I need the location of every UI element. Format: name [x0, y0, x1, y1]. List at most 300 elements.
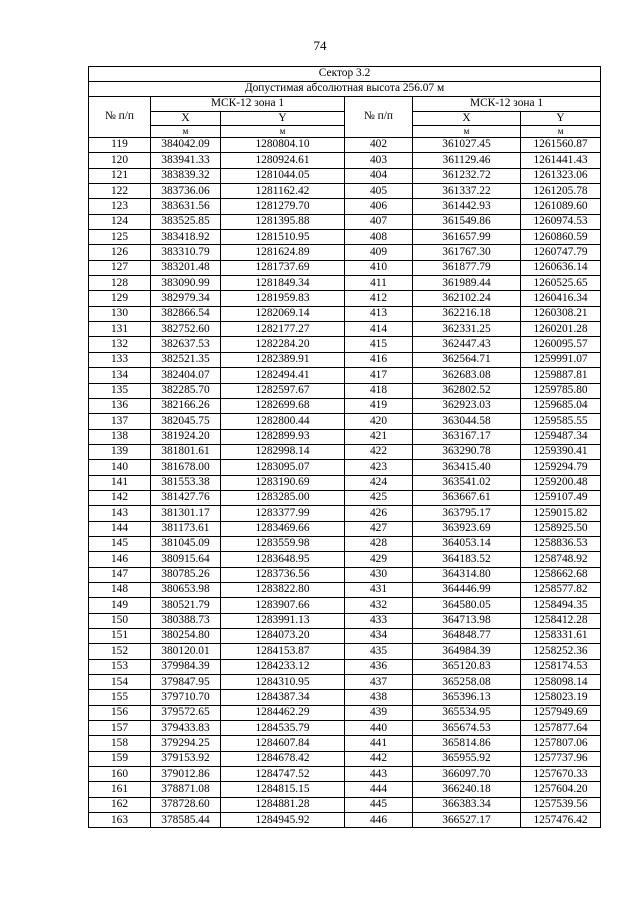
point-number-right: 405 — [345, 184, 413, 199]
y-value-right: 1259015.82 — [521, 506, 601, 521]
y-value-left: 1281162.42 — [221, 184, 345, 199]
unit-y-right: м — [521, 126, 601, 138]
y-value-left: 1282177.27 — [221, 322, 345, 337]
table-row — [89, 598, 601, 613]
point-number-left: 163 — [89, 813, 151, 828]
y-value-right: 1258836.53 — [521, 536, 601, 551]
x-value-right: 365534.95 — [413, 705, 521, 720]
x-value-right: 364580.05 — [413, 598, 521, 613]
x-value-right: 362683.08 — [413, 368, 521, 383]
table-row — [89, 352, 601, 367]
point-number-right: 444 — [345, 782, 413, 797]
y-value-right: 1260974.53 — [521, 214, 601, 229]
point-number-left: 119 — [89, 138, 151, 153]
y-value-right: 1258925.50 — [521, 521, 601, 536]
table-row — [89, 138, 601, 153]
x-value-left: 381045.09 — [151, 536, 221, 551]
point-number-right: 437 — [345, 675, 413, 690]
y-value-left: 1284815.15 — [221, 782, 345, 797]
x-value-left: 383418.92 — [151, 230, 221, 245]
y-value-right: 1257539.56 — [521, 797, 601, 812]
point-number-right: 403 — [345, 153, 413, 168]
point-number-left: 145 — [89, 536, 151, 551]
x-value-left: 378871.08 — [151, 782, 221, 797]
point-number-right: 424 — [345, 475, 413, 490]
y-value-right: 1261323.06 — [521, 168, 601, 183]
table-row — [89, 552, 601, 567]
point-number-left: 146 — [89, 552, 151, 567]
point-number-right: 431 — [345, 582, 413, 597]
point-number-right: 445 — [345, 797, 413, 812]
point-number-left: 147 — [89, 567, 151, 582]
y-value-left: 1282800.44 — [221, 414, 345, 429]
x-value-left: 382979.34 — [151, 291, 221, 306]
y-value-left: 1284945.92 — [221, 813, 345, 828]
table-row — [89, 629, 601, 644]
x-value-right: 362564.71 — [413, 352, 521, 367]
y-value-right: 1260416.34 — [521, 291, 601, 306]
x-value-left: 382752.60 — [151, 322, 221, 337]
x-value-right: 361657.99 — [413, 230, 521, 245]
point-number-right: 415 — [345, 337, 413, 352]
y-value-right: 1261205.78 — [521, 184, 601, 199]
point-number-right: 414 — [345, 322, 413, 337]
y-value-left: 1283190.69 — [221, 475, 345, 490]
x-value-left: 380785.26 — [151, 567, 221, 582]
table-row — [89, 782, 601, 797]
table-row — [89, 536, 601, 551]
y-value-right: 1257670.33 — [521, 767, 601, 782]
x-value-right: 361027.45 — [413, 138, 521, 153]
unit-x-right: м — [413, 126, 521, 138]
x-value-right: 365120.83 — [413, 659, 521, 674]
point-number-left: 132 — [89, 337, 151, 352]
y-value-left: 1284073.20 — [221, 629, 345, 644]
point-number-right: 425 — [345, 490, 413, 505]
point-number-left: 134 — [89, 368, 151, 383]
table-row — [89, 521, 601, 536]
y-value-right: 1259390.41 — [521, 444, 601, 459]
point-number-right: 402 — [345, 138, 413, 153]
table-row — [89, 721, 601, 736]
y-value-left: 1283648.95 — [221, 552, 345, 567]
page-number: 74 — [313, 38, 327, 53]
point-number-left: 138 — [89, 429, 151, 444]
x-header-right: X — [413, 112, 521, 126]
x-value-right: 364984.39 — [413, 644, 521, 659]
table-row — [89, 751, 601, 766]
x-value-left: 379984.39 — [151, 659, 221, 674]
y-value-right: 1259685.04 — [521, 398, 601, 413]
table-row — [89, 460, 601, 475]
point-number-right: 420 — [345, 414, 413, 429]
x-value-left: 382521.35 — [151, 352, 221, 367]
table-row — [89, 582, 601, 597]
y-value-left: 1284678.42 — [221, 751, 345, 766]
y-value-left: 1284535.79 — [221, 721, 345, 736]
x-value-right: 365674.53 — [413, 721, 521, 736]
y-value-left: 1284462.29 — [221, 705, 345, 720]
table-row — [89, 613, 601, 628]
table-row — [89, 337, 601, 352]
y-value-left: 1282699.68 — [221, 398, 345, 413]
y-value-right: 1260201.28 — [521, 322, 601, 337]
y-header-right: Y — [521, 112, 601, 126]
table-row — [89, 506, 601, 521]
y-value-right: 1261089.60 — [521, 199, 601, 214]
point-number-left: 154 — [89, 675, 151, 690]
point-number-left: 141 — [89, 475, 151, 490]
x-value-right: 366527.17 — [413, 813, 521, 828]
point-number-right: 438 — [345, 690, 413, 705]
x-value-left: 381553.38 — [151, 475, 221, 490]
x-value-left: 382166.26 — [151, 398, 221, 413]
point-number-right: 427 — [345, 521, 413, 536]
point-number-left: 125 — [89, 230, 151, 245]
x-value-right: 364183.52 — [413, 552, 521, 567]
point-number-right: 412 — [345, 291, 413, 306]
point-number-right: 432 — [345, 598, 413, 613]
point-number-right: 436 — [345, 659, 413, 674]
x-value-left: 380254.80 — [151, 629, 221, 644]
table-row — [89, 644, 601, 659]
y-value-left: 1282899.93 — [221, 429, 345, 444]
point-number-left: 159 — [89, 751, 151, 766]
point-number-right: 433 — [345, 613, 413, 628]
x-value-left: 382866.54 — [151, 306, 221, 321]
y-value-right: 1257476.42 — [521, 813, 601, 828]
y-value-left: 1282069.14 — [221, 306, 345, 321]
y-value-left: 1283907.66 — [221, 598, 345, 613]
point-number-right: 408 — [345, 230, 413, 245]
x-value-right: 365814.86 — [413, 736, 521, 751]
num-header-right: № п/п — [345, 97, 413, 138]
y-value-left: 1283095.07 — [221, 460, 345, 475]
table-row — [89, 245, 601, 260]
table-row — [89, 414, 601, 429]
x-value-right: 366240.18 — [413, 782, 521, 797]
point-number-right: 440 — [345, 721, 413, 736]
x-value-right: 361129.46 — [413, 153, 521, 168]
x-value-right: 363541.02 — [413, 475, 521, 490]
y-value-left: 1281849.34 — [221, 276, 345, 291]
y-value-right: 1260525.65 — [521, 276, 601, 291]
point-number-right: 443 — [345, 767, 413, 782]
y-value-right: 1257737.96 — [521, 751, 601, 766]
point-number-left: 142 — [89, 490, 151, 505]
x-value-right: 362447.43 — [413, 337, 521, 352]
table-row — [89, 184, 601, 199]
point-number-left: 122 — [89, 184, 151, 199]
x-value-right: 364713.98 — [413, 613, 521, 628]
y-value-right: 1257877.64 — [521, 721, 601, 736]
x-value-right: 364446.99 — [413, 582, 521, 597]
y-value-left: 1284387.34 — [221, 690, 345, 705]
point-number-right: 429 — [345, 552, 413, 567]
point-number-left: 151 — [89, 629, 151, 644]
x-value-left: 383525.85 — [151, 214, 221, 229]
x-value-left: 383631.56 — [151, 199, 221, 214]
y-value-right: 1257949.69 — [521, 705, 601, 720]
point-number-left: 136 — [89, 398, 151, 413]
point-number-left: 149 — [89, 598, 151, 613]
point-number-left: 155 — [89, 690, 151, 705]
x-value-left: 382285.70 — [151, 383, 221, 398]
x-value-right: 361989.44 — [413, 276, 521, 291]
x-value-right: 363795.17 — [413, 506, 521, 521]
x-value-right: 361337.22 — [413, 184, 521, 199]
table-row — [89, 767, 601, 782]
y-value-left: 1283559.98 — [221, 536, 345, 551]
table-row — [89, 690, 601, 705]
y-value-left: 1282494.41 — [221, 368, 345, 383]
y-value-right: 1260860.59 — [521, 230, 601, 245]
y-value-left: 1281959.83 — [221, 291, 345, 306]
y-value-right: 1258098.14 — [521, 675, 601, 690]
x-value-left: 378728.60 — [151, 797, 221, 812]
x-value-left: 379294.25 — [151, 736, 221, 751]
y-value-right: 1258748.92 — [521, 552, 601, 567]
y-value-right: 1259785.80 — [521, 383, 601, 398]
y-value-right: 1258412.28 — [521, 613, 601, 628]
y-value-right: 1257604.20 — [521, 782, 601, 797]
x-value-right: 361442.93 — [413, 199, 521, 214]
point-number-left: 148 — [89, 582, 151, 597]
x-value-right: 362216.18 — [413, 306, 521, 321]
x-value-left: 380653.98 — [151, 582, 221, 597]
point-number-left: 160 — [89, 767, 151, 782]
x-value-right: 361877.79 — [413, 260, 521, 275]
table-row — [89, 168, 601, 183]
point-number-right: 446 — [345, 813, 413, 828]
y-value-left: 1284233.12 — [221, 659, 345, 674]
table-row — [89, 322, 601, 337]
point-number-left: 158 — [89, 736, 151, 751]
point-number-left: 153 — [89, 659, 151, 674]
table-row — [89, 429, 601, 444]
point-number-right: 411 — [345, 276, 413, 291]
y-value-right: 1259887.81 — [521, 368, 601, 383]
x-value-left: 381301.17 — [151, 506, 221, 521]
x-value-right: 363415.40 — [413, 460, 521, 475]
x-value-left: 379153.92 — [151, 751, 221, 766]
point-number-left: 143 — [89, 506, 151, 521]
x-value-left: 382404.07 — [151, 368, 221, 383]
table-row — [89, 444, 601, 459]
table-row — [89, 398, 601, 413]
point-number-right: 418 — [345, 383, 413, 398]
x-value-right: 365955.92 — [413, 751, 521, 766]
x-value-left: 381173.61 — [151, 521, 221, 536]
x-value-right: 366097.70 — [413, 767, 521, 782]
point-number-right: 410 — [345, 260, 413, 275]
y-value-right: 1261560.87 — [521, 138, 601, 153]
x-value-right: 364848.77 — [413, 629, 521, 644]
table-row — [89, 306, 601, 321]
y-value-left: 1280804.10 — [221, 138, 345, 153]
y-value-left: 1283822.80 — [221, 582, 345, 597]
x-value-right: 363044.58 — [413, 414, 521, 429]
y-value-right: 1259294.79 — [521, 460, 601, 475]
x-value-left: 381801.61 — [151, 444, 221, 459]
x-value-right: 366383.34 — [413, 797, 521, 812]
x-value-right: 364053.14 — [413, 536, 521, 551]
point-number-left: 152 — [89, 644, 151, 659]
point-number-right: 407 — [345, 214, 413, 229]
y-value-left: 1282284.20 — [221, 337, 345, 352]
x-value-left: 383201.48 — [151, 260, 221, 275]
x-value-left: 381678.00 — [151, 460, 221, 475]
x-value-right: 365258.08 — [413, 675, 521, 690]
point-number-left: 130 — [89, 306, 151, 321]
x-value-left: 382045.75 — [151, 414, 221, 429]
point-number-left: 131 — [89, 322, 151, 337]
table-row — [89, 567, 601, 582]
x-value-right: 364314.80 — [413, 567, 521, 582]
x-header-left: X — [151, 112, 221, 126]
x-value-left: 383736.06 — [151, 184, 221, 199]
table-row — [89, 368, 601, 383]
y-value-left: 1283991.13 — [221, 613, 345, 628]
coordinates-table — [88, 66, 601, 828]
x-value-right: 361232.72 — [413, 168, 521, 183]
x-value-left: 379710.70 — [151, 690, 221, 705]
point-number-left: 139 — [89, 444, 151, 459]
y-value-right: 1260095.57 — [521, 337, 601, 352]
y-value-left: 1282389.91 — [221, 352, 345, 367]
y-value-left: 1281044.05 — [221, 168, 345, 183]
table-row — [89, 736, 601, 751]
table-row — [89, 705, 601, 720]
x-value-left: 383310.79 — [151, 245, 221, 260]
x-value-left: 379433.83 — [151, 721, 221, 736]
x-value-left: 380521.79 — [151, 598, 221, 613]
y-header-left: Y — [221, 112, 345, 126]
point-number-right: 442 — [345, 751, 413, 766]
y-value-left: 1282998.14 — [221, 444, 345, 459]
unit-x-left: м — [151, 126, 221, 138]
point-number-right: 426 — [345, 506, 413, 521]
x-value-right: 363167.17 — [413, 429, 521, 444]
y-value-right: 1259991.07 — [521, 352, 601, 367]
table-row — [89, 659, 601, 674]
x-value-left: 381924.20 — [151, 429, 221, 444]
y-value-left: 1283377.99 — [221, 506, 345, 521]
point-number-left: 126 — [89, 245, 151, 260]
table-row — [89, 260, 601, 275]
table-row — [89, 230, 601, 245]
point-number-right: 428 — [345, 536, 413, 551]
x-value-right: 362102.24 — [413, 291, 521, 306]
y-value-left: 1283285.00 — [221, 490, 345, 505]
y-value-right: 1261441.43 — [521, 153, 601, 168]
y-value-left: 1281624.89 — [221, 245, 345, 260]
x-value-right: 362802.52 — [413, 383, 521, 398]
x-value-left: 384042.09 — [151, 138, 221, 153]
x-value-right: 363290.78 — [413, 444, 521, 459]
x-value-left: 381427.76 — [151, 490, 221, 505]
point-number-left: 156 — [89, 705, 151, 720]
unit-y-left: м — [221, 126, 345, 138]
y-value-left: 1283736.56 — [221, 567, 345, 582]
point-number-right: 423 — [345, 460, 413, 475]
point-number-right: 409 — [345, 245, 413, 260]
point-number-left: 120 — [89, 153, 151, 168]
y-value-right: 1257807.06 — [521, 736, 601, 751]
point-number-left: 129 — [89, 291, 151, 306]
point-number-right: 413 — [345, 306, 413, 321]
y-value-left: 1283469.66 — [221, 521, 345, 536]
x-value-right: 363667.61 — [413, 490, 521, 505]
y-value-left: 1282597.67 — [221, 383, 345, 398]
x-value-right: 361549.86 — [413, 214, 521, 229]
num-header-left: № п/п — [89, 97, 151, 138]
x-value-left: 380388.73 — [151, 613, 221, 628]
point-number-left: 150 — [89, 613, 151, 628]
y-value-right: 1258662.68 — [521, 567, 601, 582]
x-value-left: 378585.44 — [151, 813, 221, 828]
y-value-right: 1258174.53 — [521, 659, 601, 674]
table-row — [89, 383, 601, 398]
x-value-left: 379847.95 — [151, 675, 221, 690]
x-value-left: 383090.99 — [151, 276, 221, 291]
point-number-right: 406 — [345, 199, 413, 214]
point-number-left: 127 — [89, 260, 151, 275]
x-value-right: 361767.30 — [413, 245, 521, 260]
point-number-left: 162 — [89, 797, 151, 812]
y-value-right: 1258577.82 — [521, 582, 601, 597]
point-number-right: 439 — [345, 705, 413, 720]
y-value-right: 1258023.19 — [521, 690, 601, 705]
point-number-left: 140 — [89, 460, 151, 475]
altitude-note: Допустимая абсолютная высота 256.07 м — [89, 82, 601, 97]
y-value-left: 1281510.95 — [221, 230, 345, 245]
point-number-right: 422 — [345, 444, 413, 459]
point-number-right: 441 — [345, 736, 413, 751]
table-row — [89, 675, 601, 690]
y-value-left: 1284607.84 — [221, 736, 345, 751]
table-row — [89, 153, 601, 168]
x-value-right: 363923.69 — [413, 521, 521, 536]
point-number-left: 135 — [89, 383, 151, 398]
x-value-left: 380120.01 — [151, 644, 221, 659]
sector-title: Сектор 3.2 — [89, 67, 601, 82]
point-number-left: 144 — [89, 521, 151, 536]
point-number-right: 421 — [345, 429, 413, 444]
point-number-right: 416 — [345, 352, 413, 367]
y-value-left: 1284747.52 — [221, 767, 345, 782]
table-row — [89, 813, 601, 828]
x-value-right: 362923.03 — [413, 398, 521, 413]
y-value-right: 1258494.35 — [521, 598, 601, 613]
point-number-left: 157 — [89, 721, 151, 736]
point-number-left: 123 — [89, 199, 151, 214]
y-value-right: 1259107.49 — [521, 490, 601, 505]
point-number-right: 430 — [345, 567, 413, 582]
x-value-left: 379572.65 — [151, 705, 221, 720]
y-value-right: 1259200.48 — [521, 475, 601, 490]
y-value-right: 1258331.61 — [521, 629, 601, 644]
y-value-left: 1284153.87 — [221, 644, 345, 659]
y-value-right: 1260636.14 — [521, 260, 601, 275]
table-row — [89, 199, 601, 214]
y-value-left: 1281279.70 — [221, 199, 345, 214]
point-number-right: 435 — [345, 644, 413, 659]
table-row — [89, 797, 601, 812]
x-value-right: 362331.25 — [413, 322, 521, 337]
zone-header-left: МСК-12 зона 1 — [151, 97, 345, 112]
y-value-left: 1280924.61 — [221, 153, 345, 168]
